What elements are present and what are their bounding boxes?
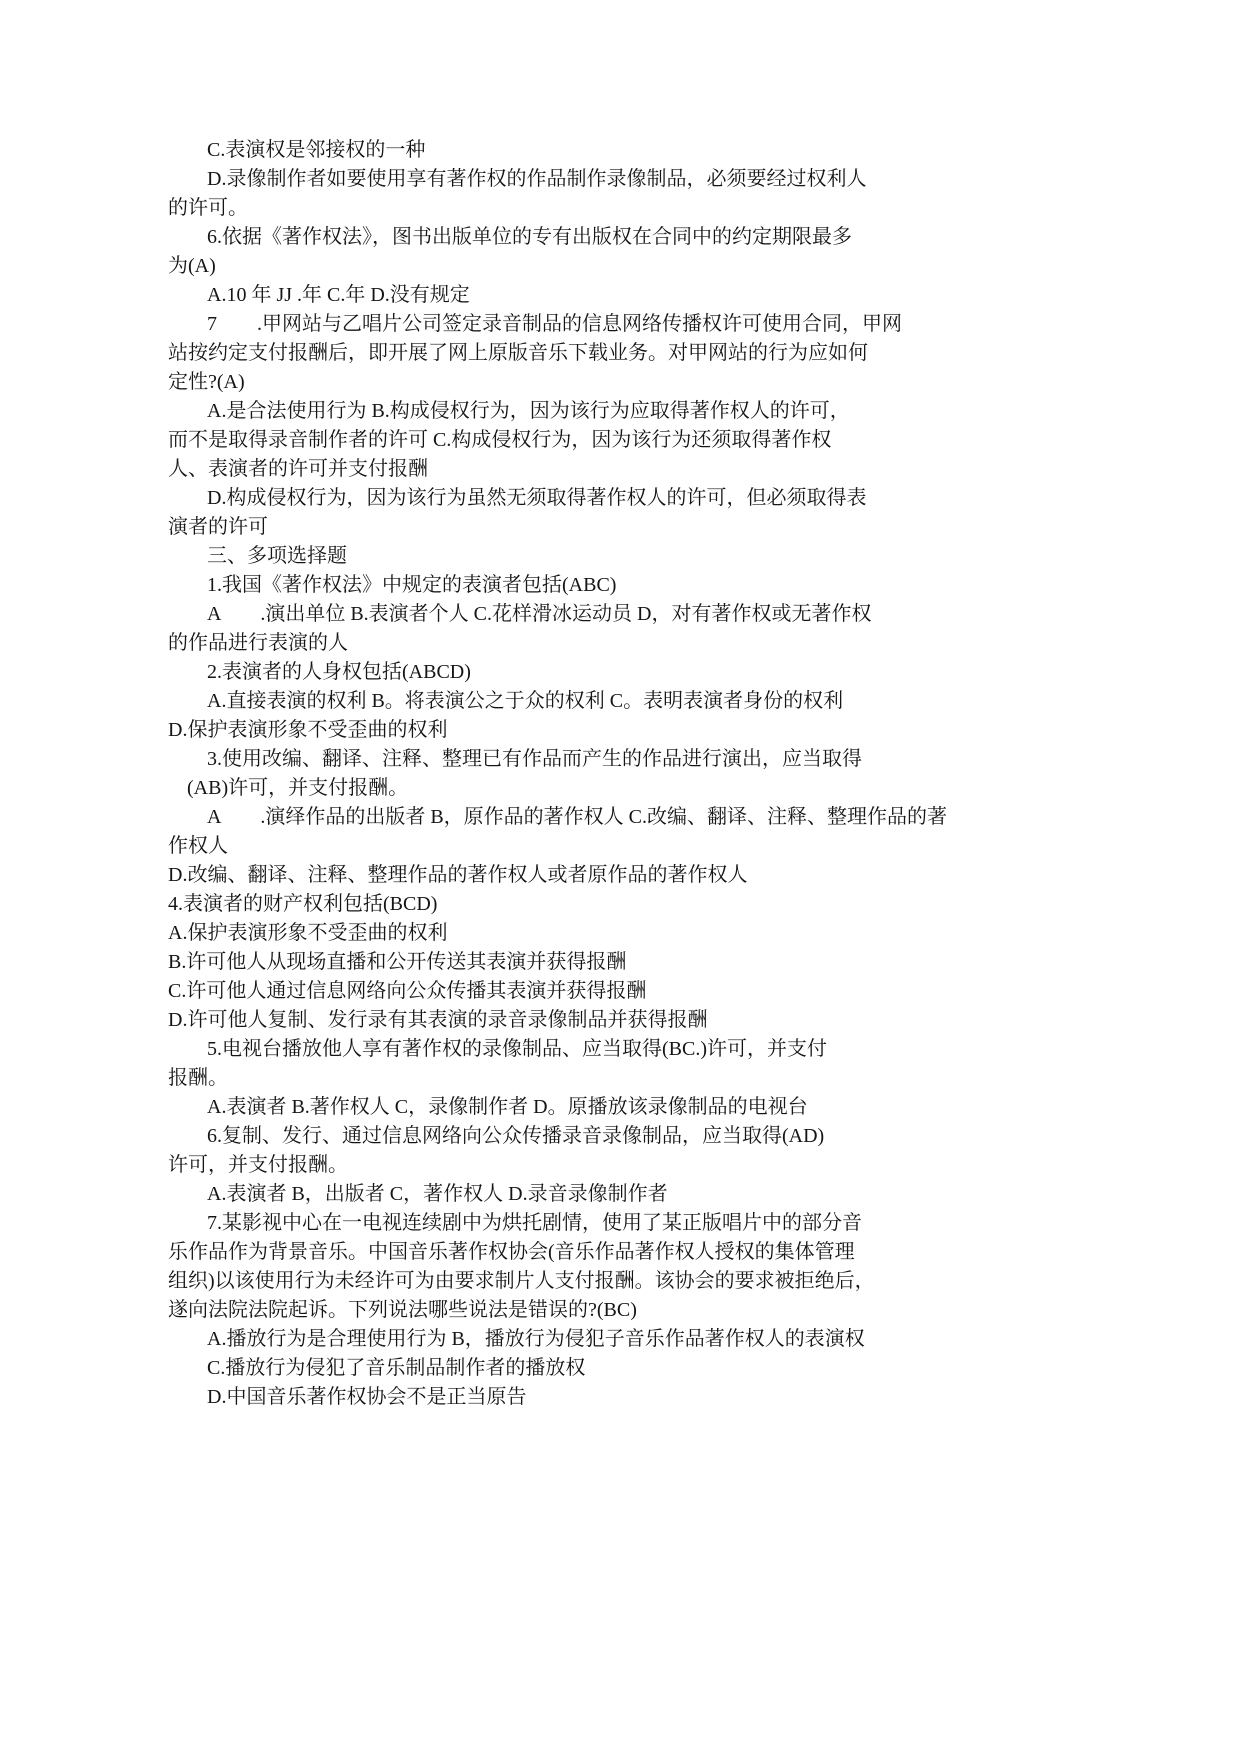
text-line: 7.某影视中心在一电视连续剧中为烘托剧情，使用了某正版唱片中的部分音 bbox=[207, 1212, 862, 1234]
text-line: 定性?(A) bbox=[168, 371, 245, 393]
text-line: 站按约定支付报酬后，即开展了网上原版音乐下载业务。对甲网站的行为应如何 bbox=[168, 342, 868, 364]
text-line: A.保护表演形象不受歪曲的权利 bbox=[168, 922, 448, 944]
text-line: 许可，并支付报酬。 bbox=[168, 1154, 348, 1176]
text-line: D.保护表演形象不受歪曲的权利 bbox=[168, 719, 448, 741]
section-heading: 三、多项选择题 bbox=[207, 545, 347, 567]
text-line: 2.表演者的人身权包括(ABCD) bbox=[207, 661, 471, 683]
text-line: A .演绎作品的出版者 B，原作品的著作权人 C.改编、翻译、注释、整理作品的著 bbox=[207, 806, 948, 828]
text-line: A.表演者 B.著作权人 C，录像制作者 D。原播放该录像制品的电视台 bbox=[207, 1096, 808, 1118]
text-line: D.改编、翻译、注释、整理作品的著作权人或者原作品的著作权人 bbox=[168, 864, 748, 886]
text-line: 6.依据《著作权法》，图书出版单位的专有出版权在合同中的约定期限最多 bbox=[207, 226, 852, 248]
text-line: D.中国音乐著作权协会不是正当原告 bbox=[207, 1386, 527, 1408]
text-line: D.许可他人复制、发行录有其表演的录音录像制品并获得报酬 bbox=[168, 1009, 708, 1031]
text-line: 3.使用改编、翻译、注释、整理已有作品而产生的作品进行演出，应当取得 bbox=[207, 748, 862, 770]
text-line: 1.我国《著作权法》中规定的表演者包括(ABC) bbox=[207, 574, 617, 596]
text-line: 为(A) bbox=[168, 255, 216, 277]
text-line: 而不是取得录音制作者的许可 C.构成侵权行为，因为该行为还须取得著作权 bbox=[168, 429, 832, 451]
text-line: A.表演者 B，出版者 C，著作权人 D.录音录像制作者 bbox=[207, 1183, 668, 1205]
text-line: 乐作品作为背景音乐。中国音乐著作权协会(音乐作品著作权人授权的集体管理 bbox=[168, 1241, 855, 1263]
text-line: 7 .甲网站与乙唱片公司签定录音制品的信息网络传播权许可使用合同，甲网 bbox=[207, 313, 902, 335]
text-line: B.许可他人从现场直播和公开传送其表演并获得报酬 bbox=[168, 951, 627, 973]
text-line: C.表演权是邻接权的一种 bbox=[207, 139, 426, 161]
text-line: 人、表演者的许可并支付报酬 bbox=[168, 458, 428, 480]
text-line: D.构成侵权行为，因为该行为虽然无须取得著作权人的许可，但必须取得表 bbox=[207, 487, 867, 509]
text-line: D.录像制作者如要使用享有著作权的作品制作录像制品，必须要经过权利人 bbox=[207, 168, 867, 190]
text-line: A.是合法使用行为 B.构成侵权行为，因为该行为应取得著作权人的许可， bbox=[207, 400, 850, 422]
text-line: A.直接表演的权利 B。将表演公之于众的权利 C。表明表演者身份的权利 bbox=[207, 690, 844, 712]
text-line: 作权人 bbox=[168, 835, 228, 857]
text-line: A.10 年 JJ .年 C.年 D.没有规定 bbox=[207, 284, 470, 306]
text-line: 6.复制、发行、通过信息网络向公众传播录音录像制品，应当取得(AD) bbox=[207, 1125, 825, 1147]
text-line: 报酬。 bbox=[168, 1067, 228, 1089]
text-line: 的许可。 bbox=[168, 197, 248, 219]
text-line: 演者的许可 bbox=[168, 516, 268, 538]
text-line: 遂向法院法院起诉。下列说法哪些说法是错误的?(BC) bbox=[168, 1299, 637, 1321]
text-line: 的作品进行表演的人 bbox=[168, 632, 348, 654]
text-line: 5.电视台播放他人享有著作权的录像制品、应当取得(BC.)许可，并支付 bbox=[207, 1038, 827, 1060]
document-body bbox=[168, 136, 1068, 1412]
text-line: 组织)以该使用行为未经许可为由要求制片人支付报酬。该协会的要求被拒绝后， bbox=[168, 1270, 875, 1292]
text-line: C.播放行为侵犯了音乐制品制作者的播放权 bbox=[207, 1357, 586, 1379]
text-line: A .演出单位 B.表演者个人 C.花样滑冰运动员 D，对有著作权或无著作权 bbox=[207, 603, 872, 625]
text-line: A.播放行为是合理使用行为 B，播放行为侵犯子音乐作品著作权人的表演权 bbox=[207, 1328, 865, 1350]
text-line: (AB)许可，并支付报酬。 bbox=[187, 777, 409, 799]
text-line: 4.表演者的财产权利包括(BCD) bbox=[168, 893, 438, 915]
text-line: C.许可他人通过信息网络向公众传播其表演并获得报酬 bbox=[168, 980, 647, 1002]
